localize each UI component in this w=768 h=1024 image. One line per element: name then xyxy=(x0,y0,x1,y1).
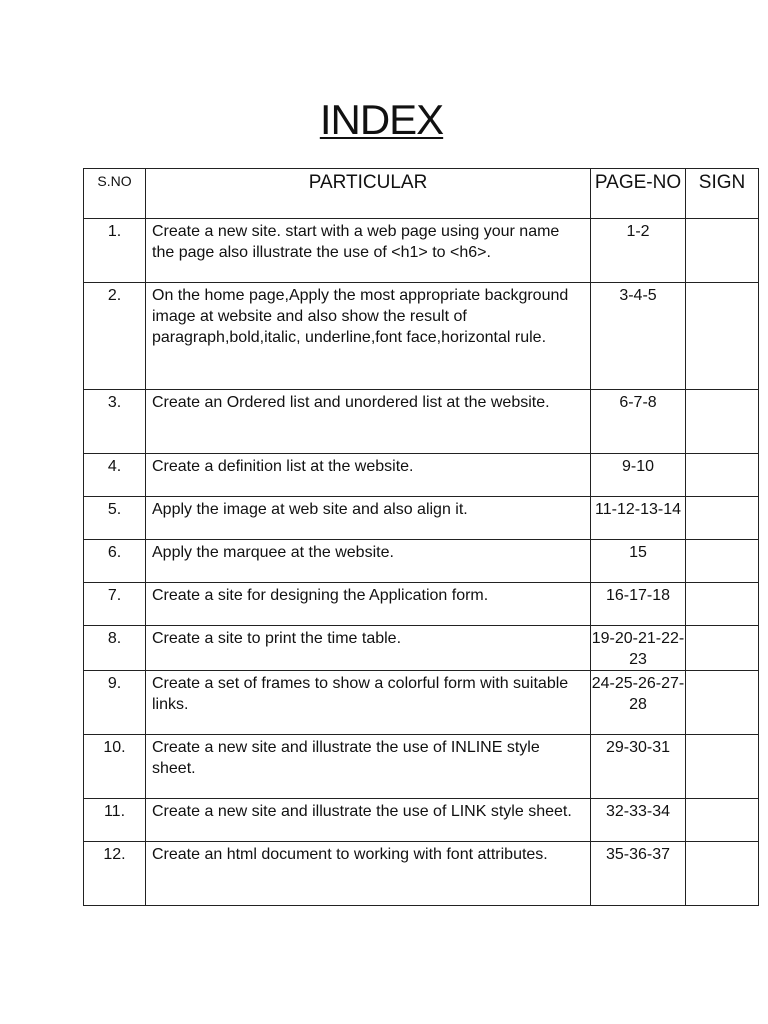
table-row xyxy=(84,671,759,735)
row-sign xyxy=(686,671,759,735)
row-sno: 1. xyxy=(84,219,146,283)
table-row xyxy=(84,454,759,497)
row-page: 32-33-34 xyxy=(591,799,686,842)
row-particular: Create a site to print the time table. xyxy=(146,626,591,671)
table-row xyxy=(84,799,759,842)
row-sno: 4. xyxy=(84,454,146,497)
row-particular: Create a definition list at the website. xyxy=(146,454,591,497)
table-row xyxy=(84,219,759,283)
table-row xyxy=(84,626,759,671)
row-sno: 11. xyxy=(84,799,146,842)
row-sign xyxy=(686,540,759,583)
row-sno: 10. xyxy=(84,735,146,799)
row-particular: Create an Ordered list and unordered list at the website. xyxy=(146,390,591,454)
table-row xyxy=(84,735,759,799)
row-particular: Create a new site and illustrate the use of LINK style sheet. xyxy=(146,799,591,842)
header-particular: PARTICULAR xyxy=(146,169,591,219)
row-particular: Create a new site and illustrate the use of INLINE style sheet. xyxy=(146,735,591,799)
row-sign xyxy=(686,390,759,454)
header-sign: SIGN xyxy=(686,169,759,219)
row-particular: On the home page,Apply the most appropriate background image at website and also show the result of paragraph,bold,italic, underline,font face,horizontal rule. xyxy=(146,283,591,390)
row-sign xyxy=(686,842,759,906)
row-particular: Apply the marquee at the website. xyxy=(146,540,591,583)
table-row xyxy=(84,497,759,540)
row-page: 24-25-26-27-28 xyxy=(591,671,686,735)
row-page: 16-17-18 xyxy=(591,583,686,626)
row-sign xyxy=(686,626,759,671)
table-row xyxy=(84,390,759,454)
row-page: 9-10 xyxy=(591,454,686,497)
index-table xyxy=(83,168,759,906)
row-sign xyxy=(686,497,759,540)
row-sno: 2. xyxy=(84,283,146,390)
row-sign xyxy=(686,283,759,390)
row-sno: 3. xyxy=(84,390,146,454)
table-row xyxy=(84,540,759,583)
row-page: 15 xyxy=(591,540,686,583)
table-row xyxy=(84,283,759,390)
row-page: 6-7-8 xyxy=(591,390,686,454)
row-particular: Create a set of frames to show a colorful form with suitable links. xyxy=(146,671,591,735)
row-particular: Create an html document to working with font attributes. xyxy=(146,842,591,906)
table-header-row xyxy=(84,169,759,219)
row-page: 29-30-31 xyxy=(591,735,686,799)
table-row xyxy=(84,842,759,906)
row-particular: Create a site for designing the Application form. xyxy=(146,583,591,626)
row-page: 19-20-21-22-23 xyxy=(591,626,686,671)
row-sno: 7. xyxy=(84,583,146,626)
row-particular: Create a new site. start with a web page using your name the page also illustrate the use of <h1> to <h6>. xyxy=(146,219,591,283)
table-row xyxy=(84,583,759,626)
row-sno: 5. xyxy=(84,497,146,540)
row-sign xyxy=(686,219,759,283)
row-sno: 6. xyxy=(84,540,146,583)
row-sno: 9. xyxy=(84,671,146,735)
row-sign xyxy=(686,735,759,799)
row-sign xyxy=(686,454,759,497)
row-page: 35-36-37 xyxy=(591,842,686,906)
header-sno: S.NO xyxy=(84,169,146,219)
row-sign xyxy=(686,799,759,842)
row-sno: 8. xyxy=(84,626,146,671)
row-page: 1-2 xyxy=(591,219,686,283)
row-particular: Apply the image at web site and also align it. xyxy=(146,497,591,540)
row-sign xyxy=(686,583,759,626)
row-sno: 12. xyxy=(84,842,146,906)
header-page-no: PAGE-NO xyxy=(591,169,686,219)
row-page: 3-4-5 xyxy=(591,283,686,390)
page-title: INDEX xyxy=(319,96,444,143)
row-page: 11-12-13-14 xyxy=(591,497,686,540)
